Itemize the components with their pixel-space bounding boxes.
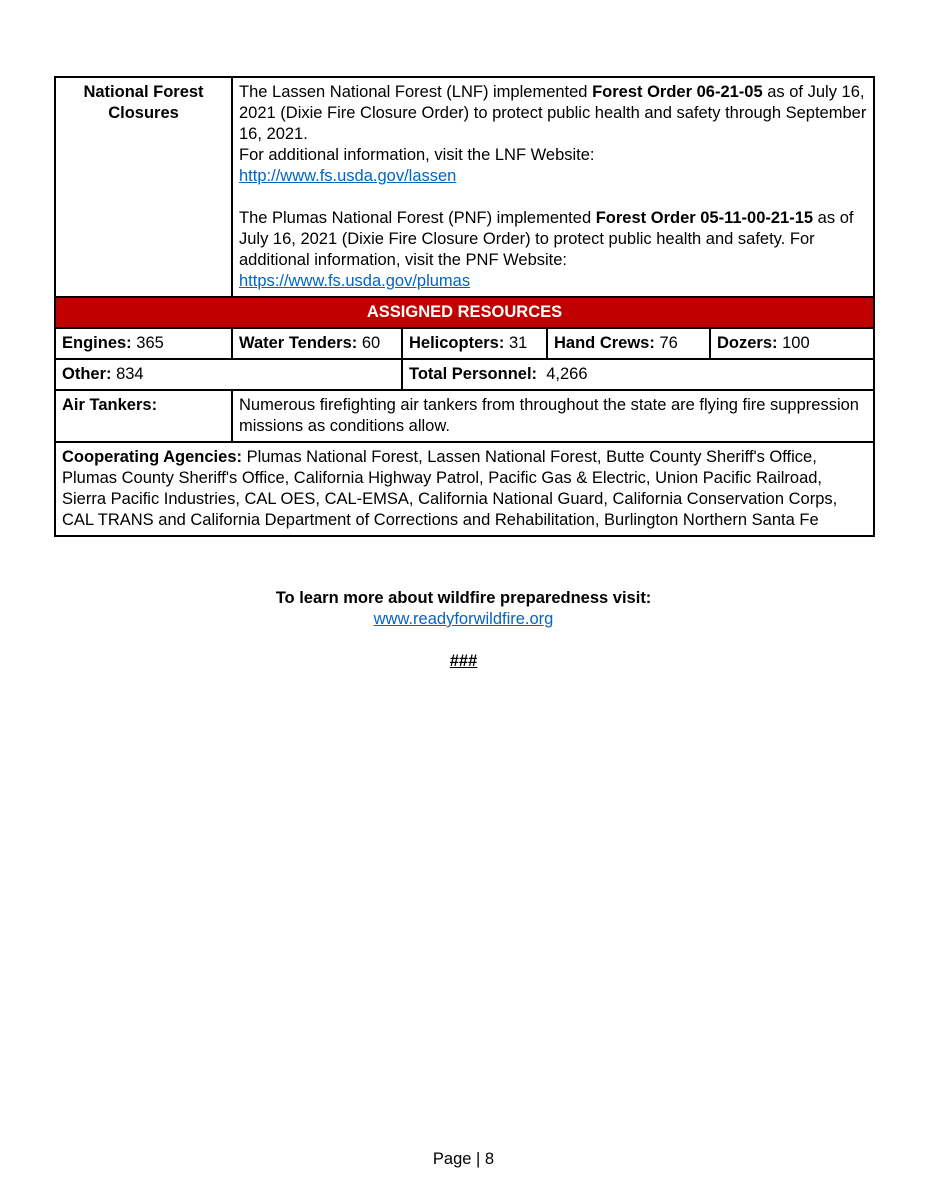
readyforwildfire-link[interactable]: www.readyforwildfire.org [373,610,554,628]
other-cell [55,359,402,390]
engines-label: Engines: [62,334,132,352]
dozers-value: 100 [777,334,810,352]
pnf-text-2: as of July 16, 2021 (Dixie Fire Closure Order) to protect public health and safety. For additional information, visit the PNF Website: [239,209,854,269]
closures-label: National Forest Closures [55,77,232,297]
other-value: 834 [111,365,144,383]
lnf-text-1: The Lassen National Forest (LNF) implemented [239,83,593,101]
engines-cell [55,328,232,359]
cooperating-agencies-row [55,442,874,536]
pnf-closure-paragraph [239,208,867,292]
total-personnel-label: Total Personnel: [409,365,538,383]
other-label: Other: [62,365,112,383]
lnf-text-2: as of July 16, 2021 (Dixie Fire Closure Order) to protect public health and safety through September 16, 2021. [239,83,867,143]
pnf-website-link[interactable]: https://www.fs.usda.gov/plumas [239,272,471,290]
lnf-website-link[interactable]: http://www.fs.usda.gov/lassen [239,167,457,185]
water-tenders-value: 60 [357,334,381,352]
dozers-cell [710,328,874,359]
helicopters-cell [402,328,547,359]
wildfire-preparedness-footer [0,588,927,672]
dozers-label: Dozers: [717,334,778,352]
air-tankers-text: Numerous firefighting air tankers from throughout the state are flying fire suppression missions as conditions allow. [232,390,874,442]
total-personnel-cell [402,359,874,390]
hand-crews-label: Hand Crews: [554,334,655,352]
engines-value: 365 [131,334,164,352]
page-number: Page | 8 [432,1150,495,1168]
air-tankers-label: Air Tankers: [55,390,232,442]
cooperating-agencies-label: Cooperating Agencies: [62,448,242,466]
helicopters-value: 31 [504,334,528,352]
incident-info-table [54,76,875,537]
hand-crews-cell [547,328,710,359]
cooperating-agencies-text: Plumas National Forest, Lassen National Forest, Butte County Sheriff's Office, Plumas County Sheriff's Office, California Highway Patrol, Pacific Gas & Electric, Union Pacific Railroad, Sierra Pacific Industries, CAL OES, CAL-EMSA, California National Guard, California Conservation Corps, CAL TRANS and California Department of Corrections and Rehabilitation, Burlington Northern Santa Fe [62,448,838,529]
pnf-text-1: The Plumas National Forest (PNF) implemented [239,209,596,227]
water-tenders-cell [232,328,402,359]
resources-counts-row [55,328,874,359]
total-personnel-value: 4,266 [537,365,588,383]
resources-totals-row [55,359,874,390]
lnf-forest-order: Forest Order 06-21-05 [592,83,763,101]
air-tankers-row [55,390,874,442]
lnf-text-3: For additional information, visit the LNF Website: [239,146,595,164]
water-tenders-label: Water Tenders: [239,334,358,352]
assigned-resources-heading: ASSIGNED RESOURCES [55,297,874,328]
closures-content [232,77,874,297]
end-mark: ### [449,652,478,670]
hand-crews-value: 76 [654,334,678,352]
closures-row [55,77,874,297]
cooperating-agencies-cell [55,442,874,536]
resources-heading-row [55,297,874,328]
pnf-forest-order: Forest Order 05-11-00-21-15 [595,209,814,227]
lnf-closure-paragraph [239,82,867,187]
helicopters-label: Helicopters: [409,334,505,352]
footer-title: To learn more about wildfire preparedness visit: [275,589,652,607]
